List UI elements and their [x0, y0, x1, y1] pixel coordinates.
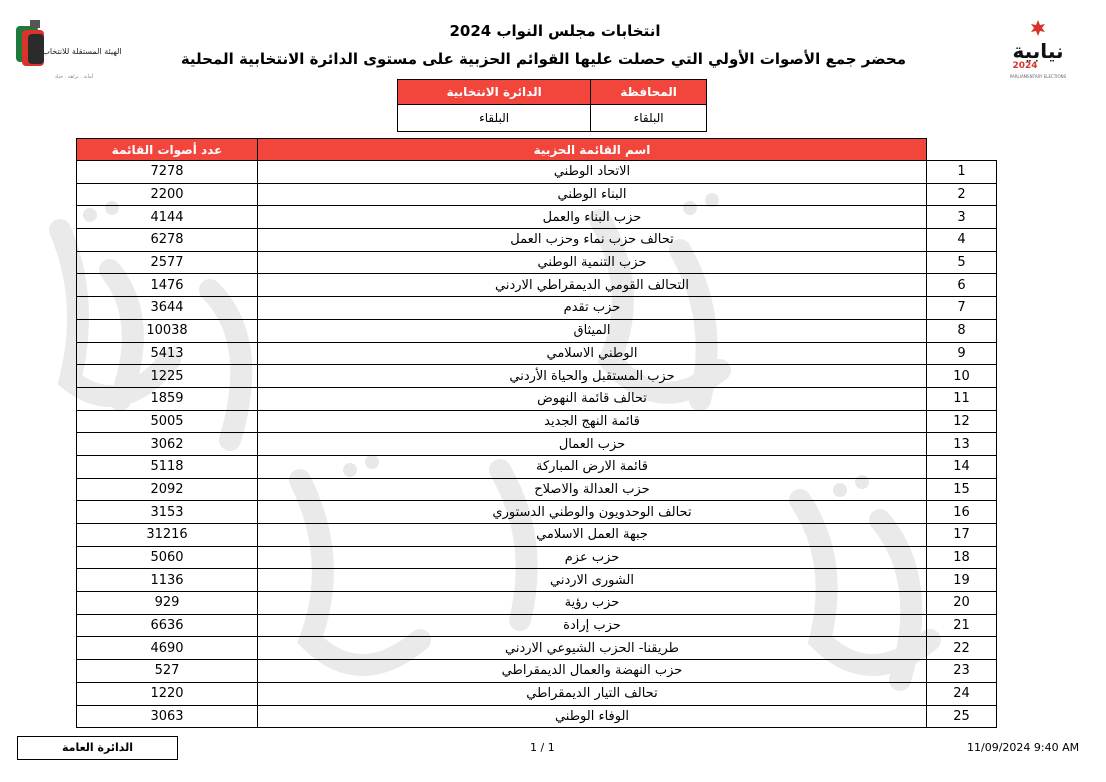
table-row: [77, 705, 997, 728]
party-list-results-table: [76, 138, 997, 728]
table-row: [77, 682, 997, 705]
table-row: [77, 206, 997, 229]
governorate-header: المحافظة: [591, 80, 707, 105]
table-row: [77, 274, 997, 297]
row-number: 19: [927, 569, 997, 592]
table-row: [77, 342, 997, 365]
vote-count: 2092: [77, 478, 258, 501]
table-row: [77, 478, 997, 501]
table-header-row: [77, 139, 997, 161]
table-row: [77, 365, 997, 388]
party-list-name: تحالف حزب نماء وحزب العمل: [258, 229, 927, 252]
party-list-name: حزب النهضة والعمال الديمقراطي: [258, 660, 927, 683]
party-list-name: حزب رؤية: [258, 592, 927, 615]
iec-logo-text: الهيئة المستقلة للانتخاب: [42, 47, 122, 56]
party-list-name: حزب إرادة: [258, 614, 927, 637]
vote-count: 5413: [77, 342, 258, 365]
vote-count: 31216: [77, 524, 258, 547]
party-list-name: البناء الوطني: [258, 183, 927, 206]
table-row: [77, 637, 997, 660]
row-number: 10: [927, 365, 997, 388]
row-number: 21: [927, 614, 997, 637]
vote-count: 1476: [77, 274, 258, 297]
party-list-name: الاتحاد الوطني: [258, 161, 927, 184]
table-row: [77, 183, 997, 206]
row-number: 4: [927, 229, 997, 252]
district-header: الدائرة الانتخابية: [398, 80, 591, 105]
party-list-name: جبهة العمل الاسلامي: [258, 524, 927, 547]
vote-count: 6636: [77, 614, 258, 637]
party-list-name: قائمة الارض المباركة: [258, 455, 927, 478]
party-list-name: تحالف قائمة النهوض: [258, 387, 927, 410]
vote-count: 7278: [77, 161, 258, 184]
row-number: 12: [927, 410, 997, 433]
table-row: [77, 660, 997, 683]
table-row: [77, 433, 997, 456]
row-number: 7: [927, 297, 997, 320]
table-row: [77, 592, 997, 615]
row-number: 14: [927, 455, 997, 478]
vote-count: 3153: [77, 501, 258, 524]
party-list-name: تحالف الوحدويون والوطني الدستوري: [258, 501, 927, 524]
vote-count: 527: [77, 660, 258, 683]
table-row: [77, 410, 997, 433]
table-row: [77, 569, 997, 592]
table-row: [77, 297, 997, 320]
vote-count: 1220: [77, 682, 258, 705]
governorate-value: البلقاء: [591, 105, 707, 132]
vote-count: 3062: [77, 433, 258, 456]
vote-count: 3063: [77, 705, 258, 728]
party-list-name: حزب المستقبل والحياة الأردني: [258, 365, 927, 388]
party-list-name: حزب العدالة والاصلاح: [258, 478, 927, 501]
print-datetime: 11/09/2024 9:40 AM: [967, 741, 1080, 754]
district-value: البلقاء: [398, 105, 591, 132]
votes-header: عدد أصوات القائمة: [77, 139, 258, 161]
number-column-header: [927, 139, 997, 161]
vote-count: 5005: [77, 410, 258, 433]
party-list-name: حزب عزم: [258, 546, 927, 569]
table-row: [77, 387, 997, 410]
party-list-name: الوطني الاسلامي: [258, 342, 927, 365]
elections-2024-logo: [1005, 18, 1071, 80]
row-number: 13: [927, 433, 997, 456]
district-type-label: الدائرة العامة: [17, 736, 178, 760]
row-number: 3: [927, 206, 997, 229]
row-number: 18: [927, 546, 997, 569]
vote-count: 4690: [77, 637, 258, 660]
party-list-name: حزب العمال: [258, 433, 927, 456]
row-number: 11: [927, 387, 997, 410]
page-number: 1 / 1: [530, 741, 555, 754]
row-number: 9: [927, 342, 997, 365]
vote-count: 6278: [77, 229, 258, 252]
row-number: 17: [927, 524, 997, 547]
row-number: 8: [927, 319, 997, 342]
row-number: 20: [927, 592, 997, 615]
vote-count: 3644: [77, 297, 258, 320]
vote-count: 1225: [77, 365, 258, 388]
party-list-name: قائمة النهج الجديد: [258, 410, 927, 433]
row-number: 25: [927, 705, 997, 728]
party-list-name: الوفاء الوطني: [258, 705, 927, 728]
table-row: [77, 455, 997, 478]
document-title: انتخابات مجلس النواب 2024: [449, 22, 661, 40]
party-list-name: حزب تقدم: [258, 297, 927, 320]
row-number: 15: [927, 478, 997, 501]
vote-count: 2577: [77, 251, 258, 274]
table-row: [77, 161, 997, 184]
row-number: 6: [927, 274, 997, 297]
niyabiya-logo-year: 2024: [1012, 61, 1038, 71]
table-row: [77, 614, 997, 637]
row-number: 16: [927, 501, 997, 524]
table-row: [77, 524, 997, 547]
party-list-name-header: اسم القائمة الحزبية: [258, 139, 927, 161]
row-number: 2: [927, 183, 997, 206]
vote-count: 2200: [77, 183, 258, 206]
party-list-name: حزب التنمية الوطني: [258, 251, 927, 274]
party-list-name: طريقنا- الحزب الشيوعي الاردني: [258, 637, 927, 660]
table-row: [77, 501, 997, 524]
vote-count: 1136: [77, 569, 258, 592]
row-number: 24: [927, 682, 997, 705]
iec-emblem-icon: [12, 16, 122, 84]
vote-count: 1859: [77, 387, 258, 410]
niyabiya-logo-text: نيابية: [1012, 39, 1064, 63]
iec-logo-tagline: أمانة . نزاهة . حياد: [54, 74, 94, 80]
table-row: [77, 546, 997, 569]
iec-logo: [12, 16, 122, 84]
niyabiya-logo-sub: PARLIAMENTARY ELECTIONS: [1009, 74, 1067, 79]
niyabiya-logo-icon: [1005, 18, 1071, 80]
party-list-name: الشورى الاردني: [258, 569, 927, 592]
table-body: [77, 161, 997, 728]
vote-count: 10038: [77, 319, 258, 342]
table-row: [77, 319, 997, 342]
row-number: 1: [927, 161, 997, 184]
row-number: 22: [927, 637, 997, 660]
vote-count: 5060: [77, 546, 258, 569]
party-list-name: الميثاق: [258, 319, 927, 342]
vote-count: 4144: [77, 206, 258, 229]
party-list-name: حزب البناء والعمل: [258, 206, 927, 229]
vote-count: 5118: [77, 455, 258, 478]
vote-count: 929: [77, 592, 258, 615]
document-subtitle: محضر جمع الأصوات الأولي التي حصلت عليها القوائم الحزبية على مستوى الدائرة الانتخابية المحلية: [180, 50, 906, 68]
row-number: 5: [927, 251, 997, 274]
party-list-name: التحالف القومي الديمقراطي الاردني: [258, 274, 927, 297]
row-number: 23: [927, 660, 997, 683]
party-list-name: تحالف التيار الديمقراطي: [258, 682, 927, 705]
table-row: [77, 229, 997, 252]
table-row: [77, 251, 997, 274]
district-info-table: [397, 79, 707, 132]
